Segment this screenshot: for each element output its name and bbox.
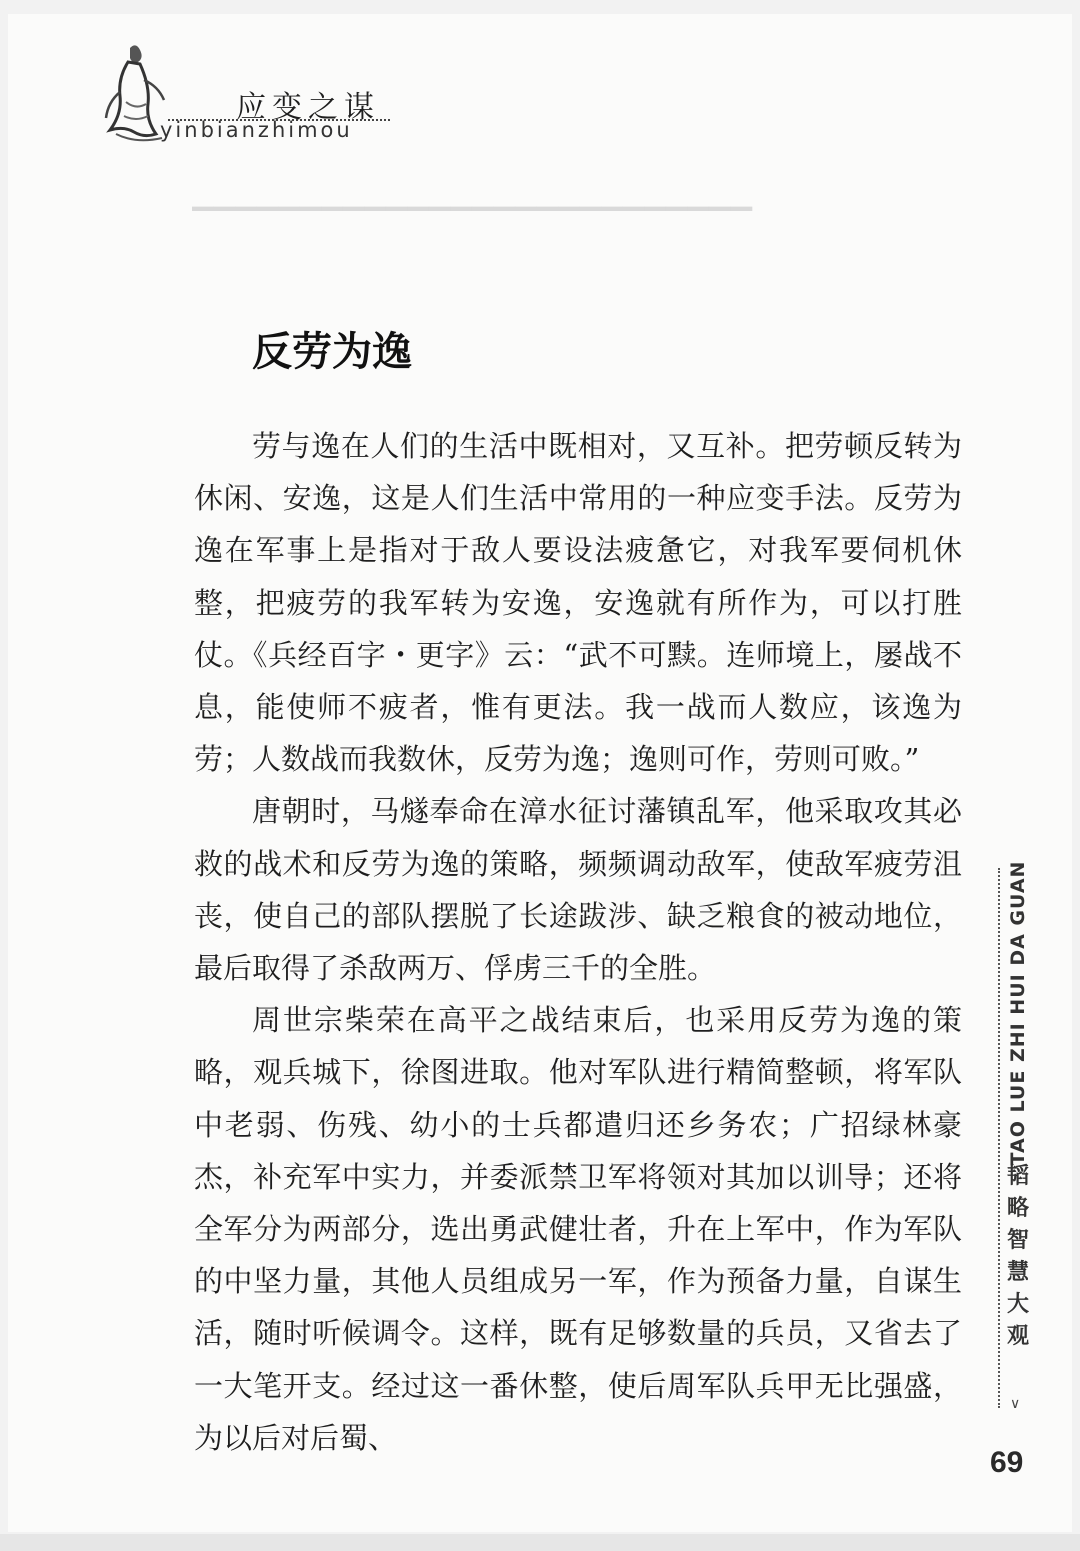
show-through-texture: ▁▁▁▁▁▁▁▁▁▁▁▁▁▁▁▁▁▁▁▁▁▁▁▁▁▁ xyxy=(192,178,752,211)
section-title: 反劳为逸 xyxy=(252,328,412,375)
body-text xyxy=(194,420,962,1464)
sidebar-title: 韬略智慧大观 xyxy=(1006,1163,1029,1349)
page-number: 69 xyxy=(990,1446,1024,1479)
paragraph-3: 周世宗柴荣在高平之战结束后，也采用反劳为逸的策略，观兵城下，徐图进取。他对军队进行精简整顿，将军队中老弱、伤残、幼小的士兵都遣归还乡务农；广招绿林豪杰，补充军中实力，并委派禁卫军将领对其加以训导；还将全军分为两部分，选出勇武健壮者，升在上军中，作为军队的中坚力量，其他人员组成另一军，作为预备力量，自谋生活，随时听候调令。这样，既有足够数量的兵员，又省去了一大笔开支。经过这一番休整，使后周军队兵甲无比强盛，为以后对后蜀、 xyxy=(194,1003,962,1455)
running-header-title: 应变之谋 xyxy=(236,90,380,125)
paragraph-2: 唐朝时，马燧奉命在漳水征讨藩镇乱军，他采取攻其必救的战术和反劳为逸的策略，频频调动敌军，使敌军疲劳沮丧，使自己的部队摆脱了长途跋涉、缺乏粮食的被动地位，最后取得了杀敌两万、俘虏三千的全胜。 xyxy=(194,794,962,986)
running-header-pinyin: yinbianzhimou xyxy=(160,118,353,142)
bottom-margin xyxy=(0,1534,1080,1551)
sidebar-dotted-rule xyxy=(998,868,1000,1408)
sidebar-pinyin: TAO LUE ZHI HUI DA GUAN xyxy=(1007,860,1029,1165)
chevron-down-icon: ∨ xyxy=(1010,1396,1021,1412)
sidebar-pinyin-box xyxy=(1003,860,1033,1165)
paragraph-1: 劳与逸在人们的生活中既相对，又互补。把劳顿反转为休闲、安逸，这是人们生活中常用的一种应变手法。反劳为逸在军事上是指对于敌人要设法疲惫它，对我军要伺机休整，把疲劳的我军转为安逸，安逸就有所作为，可以打胜仗。《兵经百字・更字》云：“武不可黩。连师境上，屡战不息，能使师不疲者，惟有更法。我一战而人数应，该逸为劳；人数战而我数休，反劳为逸；逸则可作，劳则可败。” xyxy=(194,429,962,777)
